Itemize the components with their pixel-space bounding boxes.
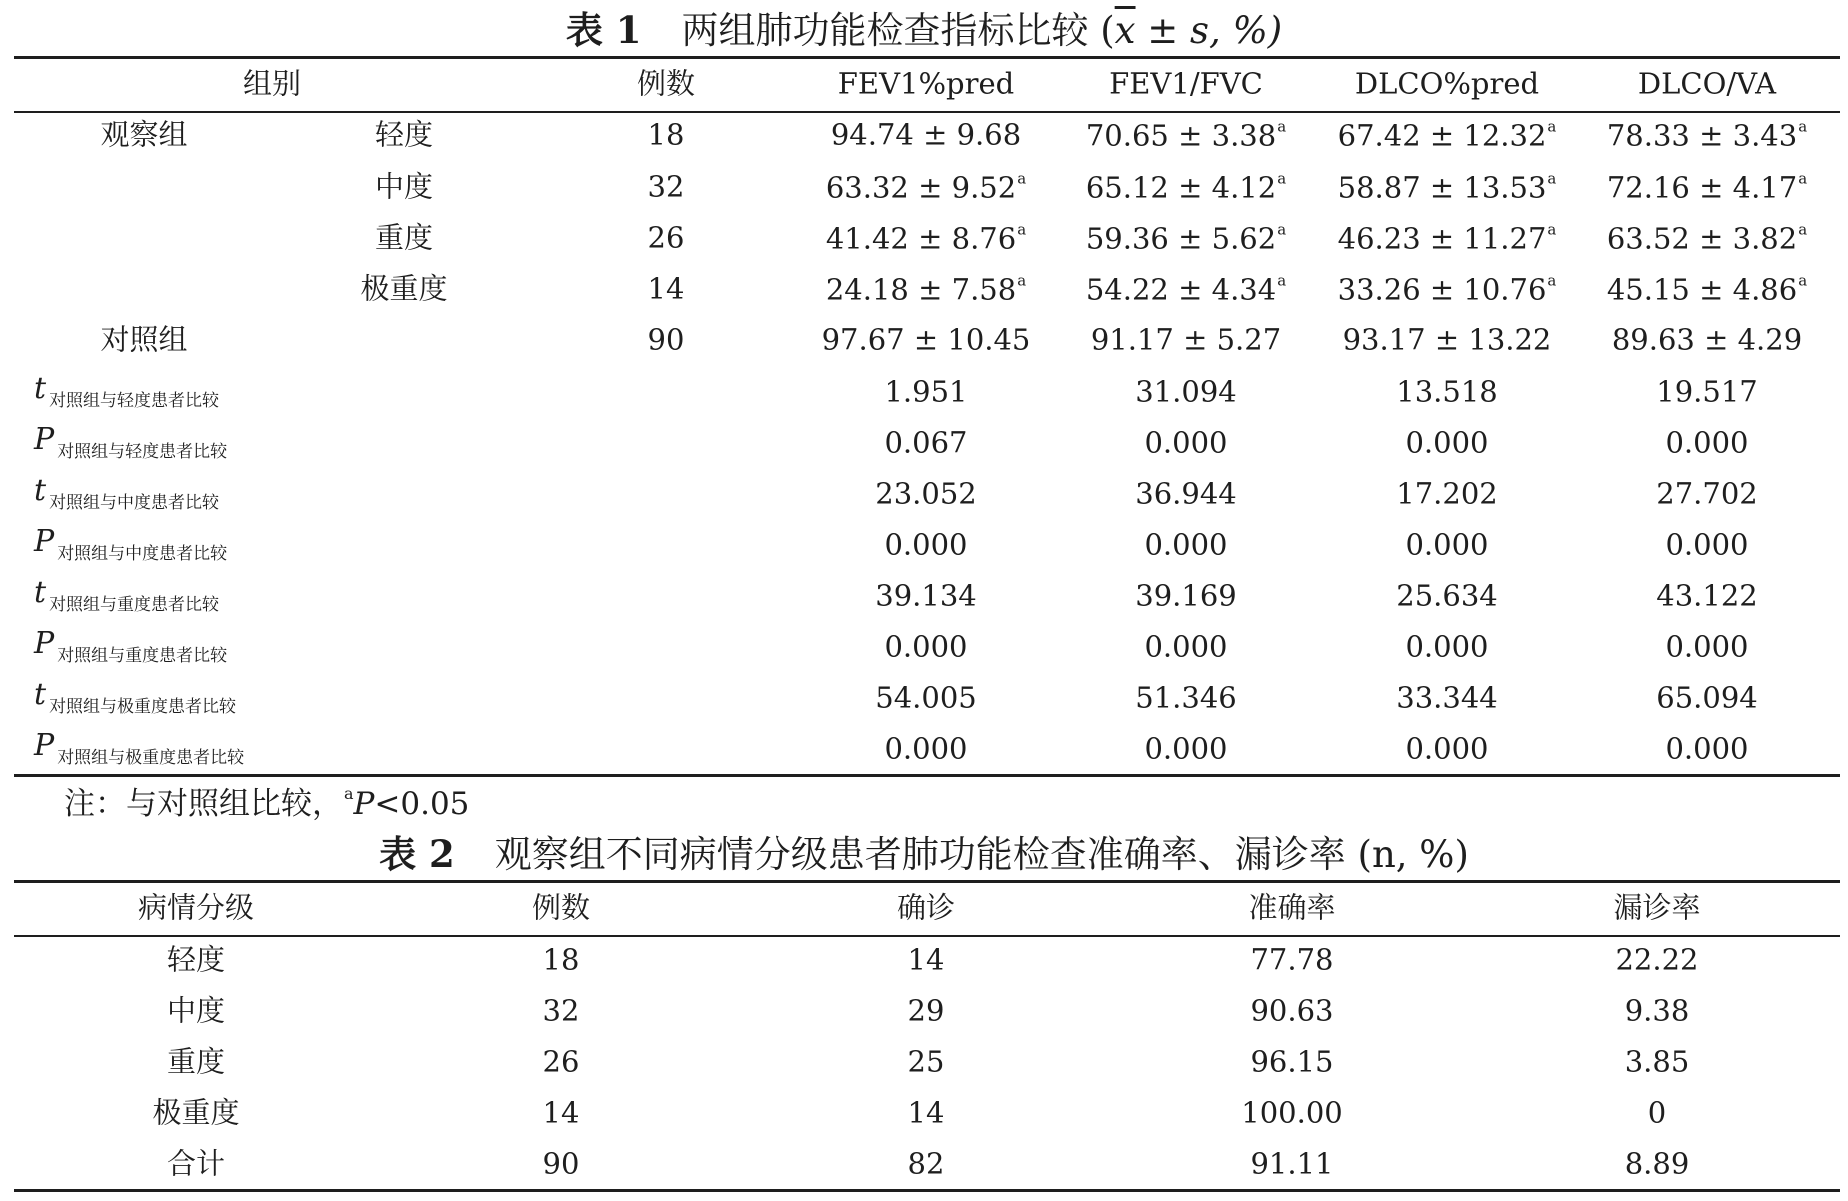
table2-header-cell: 病情分级: [137, 890, 255, 925]
table1-stat-subscript: 对照组与极重度患者比较: [49, 697, 237, 717]
table1-value-cell: [1606, 117, 1808, 153]
table1-stat-value: 23.052: [875, 476, 977, 511]
table1-value-cell: [825, 169, 1027, 205]
table1-value-text: 63.52 ± 3.82: [1606, 221, 1798, 256]
table1-stat-value: 0.000: [1665, 527, 1749, 562]
table1-stat-subscript: 对照组与极重度患者比较: [57, 748, 245, 768]
table1-significance-marker: a: [1277, 271, 1287, 290]
table2-value-cell: 77.78: [1250, 942, 1334, 977]
table1-stat-symbol: t: [34, 473, 47, 508]
table1-stat-value: 13.518: [1396, 374, 1498, 409]
table1-stat-symbol: t: [34, 575, 47, 610]
table1-value-cell: [1337, 220, 1557, 256]
table2-value-cell: 32: [542, 993, 580, 1028]
table1-significance-marker: a: [1017, 169, 1027, 188]
table1-stat-value: 65.094: [1656, 680, 1758, 715]
table1-stat-value: 25.634: [1396, 578, 1498, 613]
table1-stat-value: 0.000: [1144, 425, 1228, 460]
table1-stat-symbol: P: [34, 422, 55, 457]
table1-subgroup-cell: 极重度: [360, 271, 448, 306]
table1-value-cell: [1342, 322, 1552, 357]
table1-stat-symbol: t: [34, 371, 47, 406]
table1-stat-symbol: P: [34, 728, 55, 763]
table1-value-cell: [830, 117, 1022, 152]
table1-stat-value: 39.134: [875, 578, 977, 613]
table1-significance-marker: a: [1547, 117, 1557, 136]
table1-subgroup-cell: 重度: [374, 220, 434, 255]
table2-header-cell: 确诊: [896, 890, 956, 925]
table2-grade-cell: 中度: [166, 993, 226, 1028]
table1-value-cell: [1606, 220, 1808, 256]
table1-significance-marker: a: [1277, 169, 1287, 188]
table1-significance-marker: a: [1547, 169, 1557, 188]
table2-value-cell: 96.15: [1250, 1044, 1334, 1079]
table1-stat-subscript: 对照组与中度患者比较: [57, 544, 228, 564]
table2-value-cell: 90: [542, 1146, 580, 1181]
table1-value-cell: [1337, 117, 1557, 153]
table2-value-cell: 91.11: [1250, 1146, 1334, 1181]
table1-stat-label: [34, 371, 220, 411]
table1-stat-value: 0.000: [884, 629, 968, 664]
table1-header-cell: 组别: [242, 66, 302, 101]
table1-stat-value: 0.000: [1665, 731, 1749, 766]
table1-stat-value: 39.169: [1135, 578, 1237, 613]
table1-count-cell: 90: [647, 322, 685, 357]
table1-stat-subscript: 对照组与轻度患者比较: [49, 391, 220, 411]
table1-significance-marker: a: [1017, 220, 1027, 239]
table2-value-cell: 14: [907, 1095, 945, 1130]
table1-stat-value: 0.000: [884, 527, 968, 562]
table2-title: 观察组不同病情分级患者肺功能检查准确率、漏诊率 (n, %): [494, 833, 1469, 876]
table2-header-rule: [14, 935, 1840, 937]
table1-stat-label: [34, 575, 220, 615]
table1-significance-marker: a: [1277, 117, 1287, 136]
table2-bottom-rule: [14, 1189, 1840, 1192]
table1-value-text: 46.23 ± 11.27: [1337, 221, 1547, 256]
table2-value-cell: 3.85: [1624, 1044, 1690, 1079]
table1-significance-marker: a: [1547, 271, 1557, 290]
table1-header-cell: FEV1/FVC: [1109, 66, 1263, 101]
table1-stat-subscript: 对照组与重度患者比较: [49, 595, 220, 615]
table1-stat-label: [34, 473, 220, 513]
table1-stat-value: 0.000: [1144, 731, 1228, 766]
table1-stat-value: 0.000: [1405, 425, 1489, 460]
table1-significance-marker: a: [1798, 220, 1808, 239]
table1-count-cell: 18: [647, 117, 685, 152]
table1-value-cell: [1090, 322, 1282, 357]
table1-value-text: 54.22 ± 4.34: [1085, 272, 1277, 307]
table2-value-cell: 18: [542, 942, 580, 977]
table1-stat-value: 17.202: [1396, 476, 1498, 511]
table1-stat-value: 43.122: [1656, 578, 1758, 613]
table1-value-text: 33.26 ± 10.76: [1337, 272, 1547, 307]
table1-stat-value: 33.344: [1396, 680, 1498, 715]
table1-group-cell: 对照组: [100, 322, 188, 357]
table1-header-rule: [14, 111, 1840, 113]
table1-value-cell: [1337, 169, 1557, 205]
table1-header-cell: FEV1%pred: [837, 66, 1015, 101]
table1-value-text: 78.33 ± 3.43: [1606, 118, 1798, 153]
table1-value-cell: [825, 271, 1027, 307]
table1-stat-value: 0.000: [1665, 629, 1749, 664]
table2-value-cell: 25: [907, 1044, 945, 1079]
table1-caption: [0, 8, 1848, 52]
table1-stat-value: 0.000: [1405, 629, 1489, 664]
table1-subgroup-cell: 中度: [374, 169, 434, 204]
table1-significance-marker: a: [1798, 271, 1808, 290]
table1-stat-value: 0.000: [884, 731, 968, 766]
table1-stat-value: 19.517: [1656, 374, 1758, 409]
table2-value-cell: 0: [1647, 1095, 1667, 1130]
table1-stat-symbol: P: [34, 524, 55, 559]
table1-stat-value: 54.005: [875, 680, 977, 715]
table1-stat-label: [34, 728, 245, 768]
table2-header-cell: 准确率: [1248, 890, 1336, 925]
table1-note: 注：与对照组比较，$^a$P<0.05: [64, 784, 470, 822]
table2-top-rule: [14, 880, 1840, 883]
table1-value-text: 72.16 ± 4.17: [1606, 170, 1798, 205]
table1-stat-value: 27.702: [1656, 476, 1758, 511]
table1-value-text: 24.18 ± 7.58: [825, 272, 1017, 307]
table1-value-text: 70.65 ± 3.38: [1085, 118, 1277, 153]
table1-stat-value: 36.944: [1135, 476, 1237, 511]
table1-significance-marker: a: [1277, 220, 1287, 239]
table1-value-text: 41.42 ± 8.76: [825, 221, 1017, 256]
table1-value-cell: [1085, 117, 1287, 153]
table1-value-text: 58.87 ± 13.53: [1337, 170, 1547, 205]
table1-value-text: 63.32 ± 9.52: [825, 170, 1017, 205]
table1-stat-value: 0.000: [1144, 629, 1228, 664]
table1-stat-value: 51.346: [1135, 680, 1237, 715]
table2-grade-cell: 重度: [166, 1044, 226, 1079]
table1-significance-marker: a: [1547, 220, 1557, 239]
table1-value-text: 59.36 ± 5.62: [1085, 221, 1277, 256]
table1-value-cell: [1085, 220, 1287, 256]
table2-label: 表 2: [379, 832, 455, 876]
table1-stat-subscript: 对照组与中度患者比较: [49, 493, 220, 513]
table1-significance-marker: a: [1798, 117, 1808, 136]
table1-group-cell: 观察组: [100, 117, 188, 152]
table1-stat-subscript: 对照组与重度患者比较: [57, 646, 228, 666]
table2-value-cell: 26: [542, 1044, 580, 1079]
table1-value-cell: [1085, 271, 1287, 307]
table2-value-cell: 14: [907, 942, 945, 977]
table1-count-cell: 14: [647, 271, 685, 306]
table2-grade-cell: 极重度: [152, 1095, 240, 1130]
table1-label: 表 1: [565, 8, 642, 52]
table1-count-cell: 32: [647, 169, 685, 204]
table1-stat-value: 0.000: [1665, 425, 1749, 460]
table1-value-text: 94.74 ± 9.68: [830, 117, 1022, 152]
table1-value-text: 97.67 ± 10.45: [821, 322, 1031, 357]
table2-value-cell: 82: [907, 1146, 945, 1181]
table1-value-text: 93.17 ± 13.22: [1342, 322, 1552, 357]
table2-grade-cell: 轻度: [166, 942, 226, 977]
table2-grade-cell: 合计: [166, 1146, 226, 1181]
table1-significance-marker: a: [1798, 169, 1808, 188]
table1-value-text: 89.63 ± 4.29: [1611, 322, 1803, 357]
table1-value-cell: [1606, 271, 1808, 307]
table1-stat-label: [34, 422, 228, 462]
table1-stat-label: [34, 626, 228, 666]
table1-stat-value: 0.000: [1405, 731, 1489, 766]
table1-value-cell: [825, 220, 1027, 256]
table2-caption: [0, 832, 1848, 876]
table1-stat-value: 0.000: [1405, 527, 1489, 562]
table1-value-cell: [1337, 271, 1557, 307]
table2-header-cell: 例数: [531, 890, 591, 925]
table2-value-cell: 90.63: [1250, 993, 1334, 1028]
table1-value-text: 91.17 ± 5.27: [1090, 322, 1282, 357]
table1-stat-subscript: 对照组与轻度患者比较: [57, 442, 228, 462]
table1-header-cell: DLCO/VA: [1637, 66, 1777, 101]
table1-value-cell: [1606, 169, 1808, 205]
table1-significance-marker: a: [1017, 271, 1027, 290]
table2-value-cell: 8.89: [1624, 1146, 1690, 1181]
table1-stat-value: 31.094: [1135, 374, 1237, 409]
table1-stat-value: 0.067: [884, 425, 968, 460]
table1-header-cell: 例数: [636, 66, 696, 101]
table1-subgroup-cell: 轻度: [374, 117, 434, 152]
table1-stat-value: 1.951: [884, 374, 968, 409]
table1-value-text: 45.15 ± 4.86: [1606, 272, 1798, 307]
table1-header-cell: DLCO%pred: [1354, 66, 1540, 101]
table1-title: 两组肺功能检查指标比较 ($\overline{x} \pm s$, %): [681, 9, 1283, 52]
table2-value-cell: 22.22: [1615, 942, 1699, 977]
table1-bottom-rule: [14, 774, 1840, 777]
table1-stat-symbol: P: [34, 626, 55, 661]
table1-count-cell: 26: [647, 220, 685, 255]
table1-stat-label: [34, 524, 228, 564]
table2-value-cell: 14: [542, 1095, 580, 1130]
table1-top-rule: [14, 56, 1840, 59]
table2-value-cell: 9.38: [1624, 993, 1690, 1028]
table1-value-text: 65.12 ± 4.12: [1085, 170, 1277, 205]
table2-value-cell: 29: [907, 993, 945, 1028]
table2-header-cell: 漏诊率: [1613, 890, 1701, 925]
table1-stat-label: [34, 677, 237, 717]
table2-value-cell: 100.00: [1241, 1095, 1343, 1130]
table1-stat-value: 0.000: [1144, 527, 1228, 562]
table1-stat-symbol: t: [34, 677, 47, 712]
table1-value-text: 67.42 ± 12.32: [1337, 118, 1547, 153]
table1-value-cell: [1085, 169, 1287, 205]
table1-value-cell: [821, 322, 1031, 357]
table1-value-cell: [1611, 322, 1803, 357]
